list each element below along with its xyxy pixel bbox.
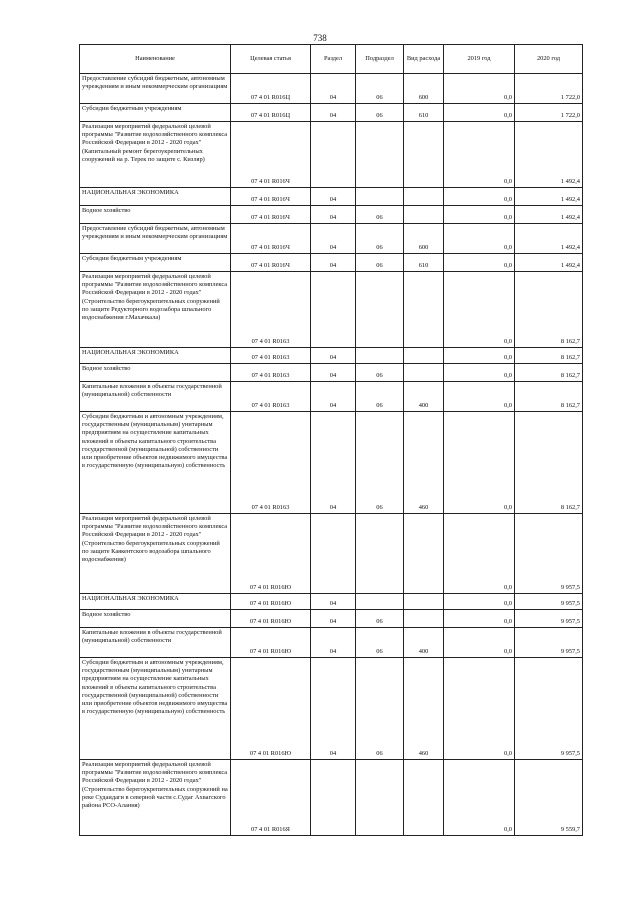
table-row: [80, 74, 583, 104]
row-expense-type: 610: [404, 104, 444, 122]
table-row: [80, 104, 583, 122]
table-row: [80, 224, 583, 254]
row-expense-type: [404, 348, 444, 364]
header-expense-type: Вид расхода: [404, 45, 444, 74]
row-value-2019: 0,0: [444, 74, 515, 104]
row-target-article: 07 4 01 R016Ю: [231, 514, 311, 594]
row-section: 04: [311, 364, 356, 382]
row-value-2020: 1 492,4: [515, 206, 583, 224]
table-row: [80, 658, 583, 760]
row-value-2019: 0,0: [444, 412, 515, 514]
table-row: [80, 610, 583, 628]
row-subsection: 06: [356, 658, 404, 760]
row-value-2019: 0,0: [444, 104, 515, 122]
table-row: [80, 514, 583, 594]
row-subsection: 06: [356, 628, 404, 658]
row-name: Предоставление субсидий бюджетным, автономным учреждениям и иным некоммерческим организациям: [80, 224, 231, 254]
row-value-2020: 1 492,4: [515, 254, 583, 272]
row-value-2020: 8 162,7: [515, 364, 583, 382]
row-target-article: 07 4 01 R016Ю: [231, 658, 311, 760]
row-value-2019: 0,0: [444, 188, 515, 206]
row-target-article: 07 4 01 R0163: [231, 364, 311, 382]
row-target-article: 07 4 01 R016Ч: [231, 122, 311, 188]
row-section: 04: [311, 610, 356, 628]
header-name: Наименование: [80, 45, 231, 74]
row-section: [311, 514, 356, 594]
row-name: Субсидии бюджетным учреждениям: [80, 104, 231, 122]
row-name: Субсидии бюджетным и автономным учреждениям, государственным (муниципальным) унитарным предприятиям на осуществление капитальных вложений в объекты капитального строительства государственной (муниципальной) собственности или приобретение объектов недвижимого имущества в государственную (муниципальную) собственность: [80, 658, 231, 760]
row-value-2019: 0,0: [444, 348, 515, 364]
row-value-2020: 9 957,5: [515, 658, 583, 760]
row-section: 04: [311, 594, 356, 610]
table-row: [80, 760, 583, 836]
row-name: Водное хозяйство: [80, 610, 231, 628]
row-expense-type: [404, 610, 444, 628]
row-value-2019: 0,0: [444, 658, 515, 760]
row-section: 04: [311, 206, 356, 224]
row-name: Предоставление субсидий бюджетным, автономным учреждениям и иным некоммерческим организациям: [80, 74, 231, 104]
row-subsection: 06: [356, 382, 404, 412]
row-expense-type: [404, 760, 444, 836]
row-subsection: 06: [356, 610, 404, 628]
row-section: 04: [311, 348, 356, 364]
row-expense-type: [404, 514, 444, 594]
row-value-2020: 1 722,0: [515, 74, 583, 104]
row-name: Реализация мероприятий федеральной целевой программы "Развитие водохозяйственного комплекса Российской Федерации в 2012 - 2020 годах" (Строительство берегоукрепительных сооружений по защите Каякентского водозабора шпального водоснабжения): [80, 514, 231, 594]
header-year-2020: 2020 год: [515, 45, 583, 74]
row-value-2020: 8 162,7: [515, 348, 583, 364]
row-name: НАЦИОНАЛЬНАЯ ЭКОНОМИКА: [80, 348, 231, 364]
row-value-2020: 9 957,5: [515, 514, 583, 594]
table-row: [80, 628, 583, 658]
table-row: [80, 272, 583, 348]
row-value-2019: 0,0: [444, 272, 515, 348]
row-name: Капитальные вложения в объекты государственной (муниципальной) собственности: [80, 382, 231, 412]
row-section: 04: [311, 254, 356, 272]
row-value-2020: 8 162,7: [515, 412, 583, 514]
row-value-2019: 0,0: [444, 594, 515, 610]
row-target-article: 07 4 01 R016Ц: [231, 74, 311, 104]
table-row: [80, 188, 583, 206]
table-row: [80, 594, 583, 610]
row-value-2020: 9 957,5: [515, 628, 583, 658]
page-number: 738: [313, 33, 327, 43]
row-expense-type: 400: [404, 628, 444, 658]
row-value-2020: 1 492,4: [515, 188, 583, 206]
row-expense-type: [404, 188, 444, 206]
row-section: 04: [311, 382, 356, 412]
row-section: [311, 272, 356, 348]
row-value-2020: 8 162,7: [515, 382, 583, 412]
row-target-article: 07 4 01 R016Ч: [231, 224, 311, 254]
row-value-2020: 9 559,7: [515, 760, 583, 836]
row-subsection: [356, 514, 404, 594]
row-value-2020: 9 957,5: [515, 610, 583, 628]
table-row: [80, 206, 583, 224]
row-target-article: 07 4 01 R016Ч: [231, 206, 311, 224]
table-row: [80, 122, 583, 188]
table-row: [80, 412, 583, 514]
row-expense-type: [404, 364, 444, 382]
header-target-article: Целевая статья: [231, 45, 311, 74]
row-section: 04: [311, 188, 356, 206]
row-target-article: 07 4 01 R016Ю: [231, 610, 311, 628]
row-name: Реализация мероприятий федеральной целевой программы "Развитие водохозяйственного комплекса Российской Федерации в 2012 - 2020 годах" (Строительство берегоукрепительных сооружений на реке Судаидаги в северной части с.Судаг Ахвагского района РСО-Алания): [80, 760, 231, 836]
row-subsection: [356, 122, 404, 188]
row-expense-type: 400: [404, 382, 444, 412]
row-value-2019: 0,0: [444, 628, 515, 658]
row-target-article: 07 4 01 R016Я: [231, 760, 311, 836]
table-row: [80, 364, 583, 382]
row-section: 04: [311, 628, 356, 658]
row-subsection: 06: [356, 104, 404, 122]
row-section: 04: [311, 658, 356, 760]
row-value-2019: 0,0: [444, 364, 515, 382]
row-name: Субсидии бюджетным и автономным учреждениям, государственным (муниципальным) унитарным предприятиям на осуществление капитальных вложений в объекты капитального строительства государственной (муниципальной) собственности или приобретение объектов недвижимого имущества в государственную (муниципальную) собственность: [80, 412, 231, 514]
row-section: 04: [311, 224, 356, 254]
row-subsection: 06: [356, 364, 404, 382]
row-subsection: 06: [356, 74, 404, 104]
row-section: [311, 122, 356, 188]
row-name: Реализация мероприятий федеральной целевой программы "Развитие водохозяйственного комплекса Российской Федерации в 2012 - 2020 годах" (Строительство берегоукрепительных сооружений по защите Редукторного водозабора шпального водоснабжения г.Махачкала): [80, 272, 231, 348]
table-row: [80, 348, 583, 364]
header-year-2019: 2019 год: [444, 45, 515, 74]
row-subsection: 06: [356, 254, 404, 272]
row-target-article: 07 4 01 R0163: [231, 382, 311, 412]
row-section: 04: [311, 104, 356, 122]
row-target-article: 07 4 01 R0163: [231, 272, 311, 348]
row-name: НАЦИОНАЛЬНАЯ ЭКОНОМИКА: [80, 594, 231, 610]
row-value-2019: 0,0: [444, 122, 515, 188]
row-value-2019: 0,0: [444, 382, 515, 412]
row-section: 04: [311, 74, 356, 104]
row-value-2019: 0,0: [444, 760, 515, 836]
header-section: Раздел: [311, 45, 356, 74]
row-target-article: 07 4 01 R016Ю: [231, 594, 311, 610]
table-row: [80, 254, 583, 272]
row-name: Водное хозяйство: [80, 206, 231, 224]
table-header-row: [80, 45, 583, 74]
row-name: НАЦИОНАЛЬНАЯ ЭКОНОМИКА: [80, 188, 231, 206]
row-subsection: [356, 188, 404, 206]
budget-table: [79, 44, 583, 836]
row-subsection: [356, 272, 404, 348]
row-expense-type: 600: [404, 74, 444, 104]
row-name: Капитальные вложения в объекты государственной (муниципальной) собственности: [80, 628, 231, 658]
row-expense-type: 460: [404, 658, 444, 760]
row-expense-type: [404, 272, 444, 348]
row-target-article: 07 4 01 R016Ч: [231, 188, 311, 206]
header-subsection: Подраздел: [356, 45, 404, 74]
row-value-2020: 9 957,5: [515, 594, 583, 610]
row-value-2019: 0,0: [444, 610, 515, 628]
row-name: Водное хозяйство: [80, 364, 231, 382]
row-expense-type: [404, 594, 444, 610]
row-value-2019: 0,0: [444, 254, 515, 272]
row-value-2020: 8 162,7: [515, 272, 583, 348]
row-subsection: [356, 348, 404, 364]
row-value-2019: 0,0: [444, 224, 515, 254]
row-value-2020: 1 722,0: [515, 104, 583, 122]
row-expense-type: 460: [404, 412, 444, 514]
row-target-article: 07 4 01 R0163: [231, 348, 311, 364]
row-value-2020: 1 492,4: [515, 122, 583, 188]
row-subsection: 06: [356, 412, 404, 514]
row-target-article: 07 4 01 R0163: [231, 412, 311, 514]
row-subsection: [356, 760, 404, 836]
row-expense-type: [404, 206, 444, 224]
row-expense-type: 600: [404, 224, 444, 254]
table-row: [80, 382, 583, 412]
row-subsection: [356, 594, 404, 610]
row-target-article: 07 4 01 R016Ю: [231, 628, 311, 658]
row-name: Субсидии бюджетным учреждениям: [80, 254, 231, 272]
row-value-2019: 0,0: [444, 206, 515, 224]
row-expense-type: 610: [404, 254, 444, 272]
row-name: Реализация мероприятий федеральной целевой программы "Развитие водохозяйственного комплекса Российской Федерации в 2012 - 2020 годах" (Капитальный ремонт берегоукрепительных сооружений на р. Терек по защите с. Кизляр): [80, 122, 231, 188]
row-target-article: 07 4 01 R016Ч: [231, 254, 311, 272]
row-subsection: 06: [356, 224, 404, 254]
row-value-2020: 1 492,4: [515, 224, 583, 254]
row-section: 04: [311, 412, 356, 514]
row-expense-type: [404, 122, 444, 188]
row-subsection: 06: [356, 206, 404, 224]
row-section: [311, 760, 356, 836]
row-value-2019: 0,0: [444, 514, 515, 594]
row-target-article: 07 4 01 R016Ц: [231, 104, 311, 122]
